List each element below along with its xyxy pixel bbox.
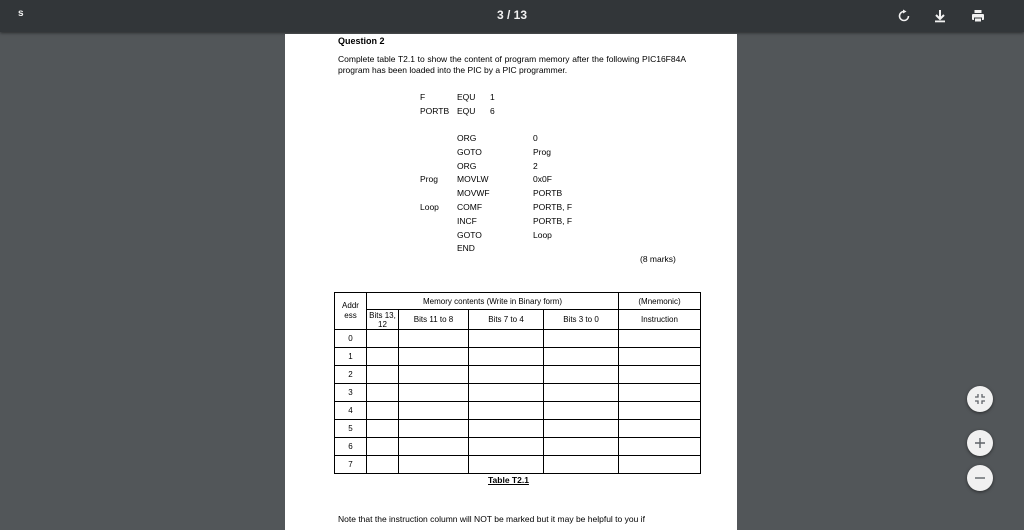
equ-op-portb: EQU (457, 106, 476, 116)
table-cell[interactable] (544, 330, 619, 348)
print-button[interactable] (968, 6, 988, 26)
equ-arg-portb: 6 (490, 106, 495, 116)
pdf-page (285, 34, 737, 530)
question-text: Complete table T2.1 to show the content of program memory after the following PIC16F84A program has been loaded into the PIC by a PIC programmer. (338, 54, 686, 75)
download-button[interactable] (930, 6, 950, 26)
table-cell[interactable] (619, 456, 701, 474)
addr-header: Addr ess (335, 293, 367, 330)
code-arg: Prog (533, 147, 551, 157)
rotate-button[interactable] (894, 6, 914, 26)
address-cell: 6 (335, 438, 367, 456)
table-row (335, 402, 701, 420)
question-title: Question 2 (338, 36, 385, 46)
table-cell[interactable] (399, 456, 469, 474)
address-cell: 1 (335, 348, 367, 366)
code-arg: PORTB (533, 188, 563, 198)
table-caption: Table T2.1 (488, 475, 529, 485)
code-op: COMF (457, 202, 483, 212)
table-cell[interactable] (469, 456, 544, 474)
address-cell: 3 (335, 384, 367, 402)
table-cell[interactable] (367, 366, 399, 384)
equ-label-portb: PORTB (420, 106, 450, 116)
note-text: Note that the instruction column will NOT be marked but it may be helpful to you if (338, 514, 645, 524)
pdf-toolbar (0, 0, 1024, 32)
code-op: MOVLW (457, 174, 489, 184)
bits-3-0-header: Bits 3 to 0 (544, 310, 619, 330)
table-cell[interactable] (619, 402, 701, 420)
equ-op-f: EQU (457, 92, 476, 102)
table-cell[interactable] (544, 366, 619, 384)
table-cell[interactable] (619, 438, 701, 456)
equ-arg-f: 1 (490, 92, 495, 102)
document-title: s (18, 8, 24, 19)
bits-13-12-header: Bits 13, 12 (367, 310, 399, 330)
table-cell[interactable] (544, 384, 619, 402)
zoom-in-button[interactable] (967, 430, 993, 456)
memory-table (334, 292, 701, 474)
table-cell[interactable] (469, 420, 544, 438)
table-cell[interactable] (399, 402, 469, 420)
code-arg: 0x0F (533, 174, 552, 184)
address-cell: 0 (335, 330, 367, 348)
table-cell[interactable] (367, 384, 399, 402)
table-row (335, 384, 701, 402)
table-cell[interactable] (367, 348, 399, 366)
bits-7-4-header: Bits 7 to 4 (469, 310, 544, 330)
print-icon (971, 9, 985, 23)
code-op: GOTO (457, 147, 482, 157)
code-arg: 0 (533, 133, 538, 143)
code-op: MOVWF (457, 188, 490, 198)
table-cell[interactable] (367, 420, 399, 438)
address-cell: 4 (335, 402, 367, 420)
download-icon (933, 9, 947, 23)
table-cell[interactable] (544, 438, 619, 456)
address-cell: 2 (335, 366, 367, 384)
table-row (335, 366, 701, 384)
code-label-loop: Loop (420, 202, 439, 212)
table-cell[interactable] (619, 384, 701, 402)
table-cell[interactable] (544, 420, 619, 438)
table-cell[interactable] (544, 456, 619, 474)
page-indicator: 3 / 13 (496, 8, 528, 22)
table-cell[interactable] (469, 348, 544, 366)
table-cell[interactable] (367, 438, 399, 456)
code-op: INCF (457, 216, 477, 226)
code-op: END (457, 243, 475, 253)
bits-11-8-header: Bits 11 to 8 (399, 310, 469, 330)
rotate-icon (897, 9, 911, 23)
address-cell: 5 (335, 420, 367, 438)
table-cell[interactable] (469, 438, 544, 456)
instruction-header: Instruction (619, 310, 701, 330)
table-cell[interactable] (399, 348, 469, 366)
table-cell[interactable] (399, 420, 469, 438)
table-cell[interactable] (544, 348, 619, 366)
marks-label: (8 marks) (640, 254, 676, 264)
table-cell[interactable] (399, 366, 469, 384)
table-cell[interactable] (619, 366, 701, 384)
code-op: ORG (457, 133, 477, 143)
table-cell[interactable] (367, 402, 399, 420)
table-cell[interactable] (619, 330, 701, 348)
table-row (335, 420, 701, 438)
mnemonic-header: (Mnemonic) (619, 293, 701, 310)
table-cell[interactable] (399, 330, 469, 348)
table-cell[interactable] (399, 438, 469, 456)
code-arg: 2 (533, 161, 538, 171)
address-cell: 7 (335, 456, 367, 474)
fit-page-icon (974, 393, 986, 405)
code-op: ORG (457, 161, 477, 171)
table-cell[interactable] (367, 330, 399, 348)
table-row (335, 348, 701, 366)
table-cell[interactable] (469, 384, 544, 402)
table-cell[interactable] (469, 366, 544, 384)
table-row (335, 330, 701, 348)
table-cell[interactable] (619, 348, 701, 366)
table-cell[interactable] (544, 402, 619, 420)
memory-header: Memory contents (Write in Binary form) (367, 293, 619, 310)
code-label-prog: Prog (420, 174, 438, 184)
equ-label-f: F (420, 92, 426, 102)
zoom-out-button[interactable] (967, 465, 993, 491)
table-row (335, 438, 701, 456)
code-op: GOTO (457, 230, 482, 240)
table-cell[interactable] (469, 402, 544, 420)
table-cell[interactable] (619, 420, 701, 438)
table-cell[interactable] (469, 330, 544, 348)
code-arg: PORTB, F (533, 216, 573, 226)
code-arg: PORTB, F (533, 202, 573, 212)
table-cell[interactable] (367, 456, 399, 474)
fit-page-button[interactable] (967, 386, 993, 412)
plus-icon (974, 437, 986, 449)
minus-icon (974, 472, 986, 484)
table-cell[interactable] (399, 384, 469, 402)
code-arg: Loop (533, 230, 552, 240)
table-row (335, 456, 701, 474)
